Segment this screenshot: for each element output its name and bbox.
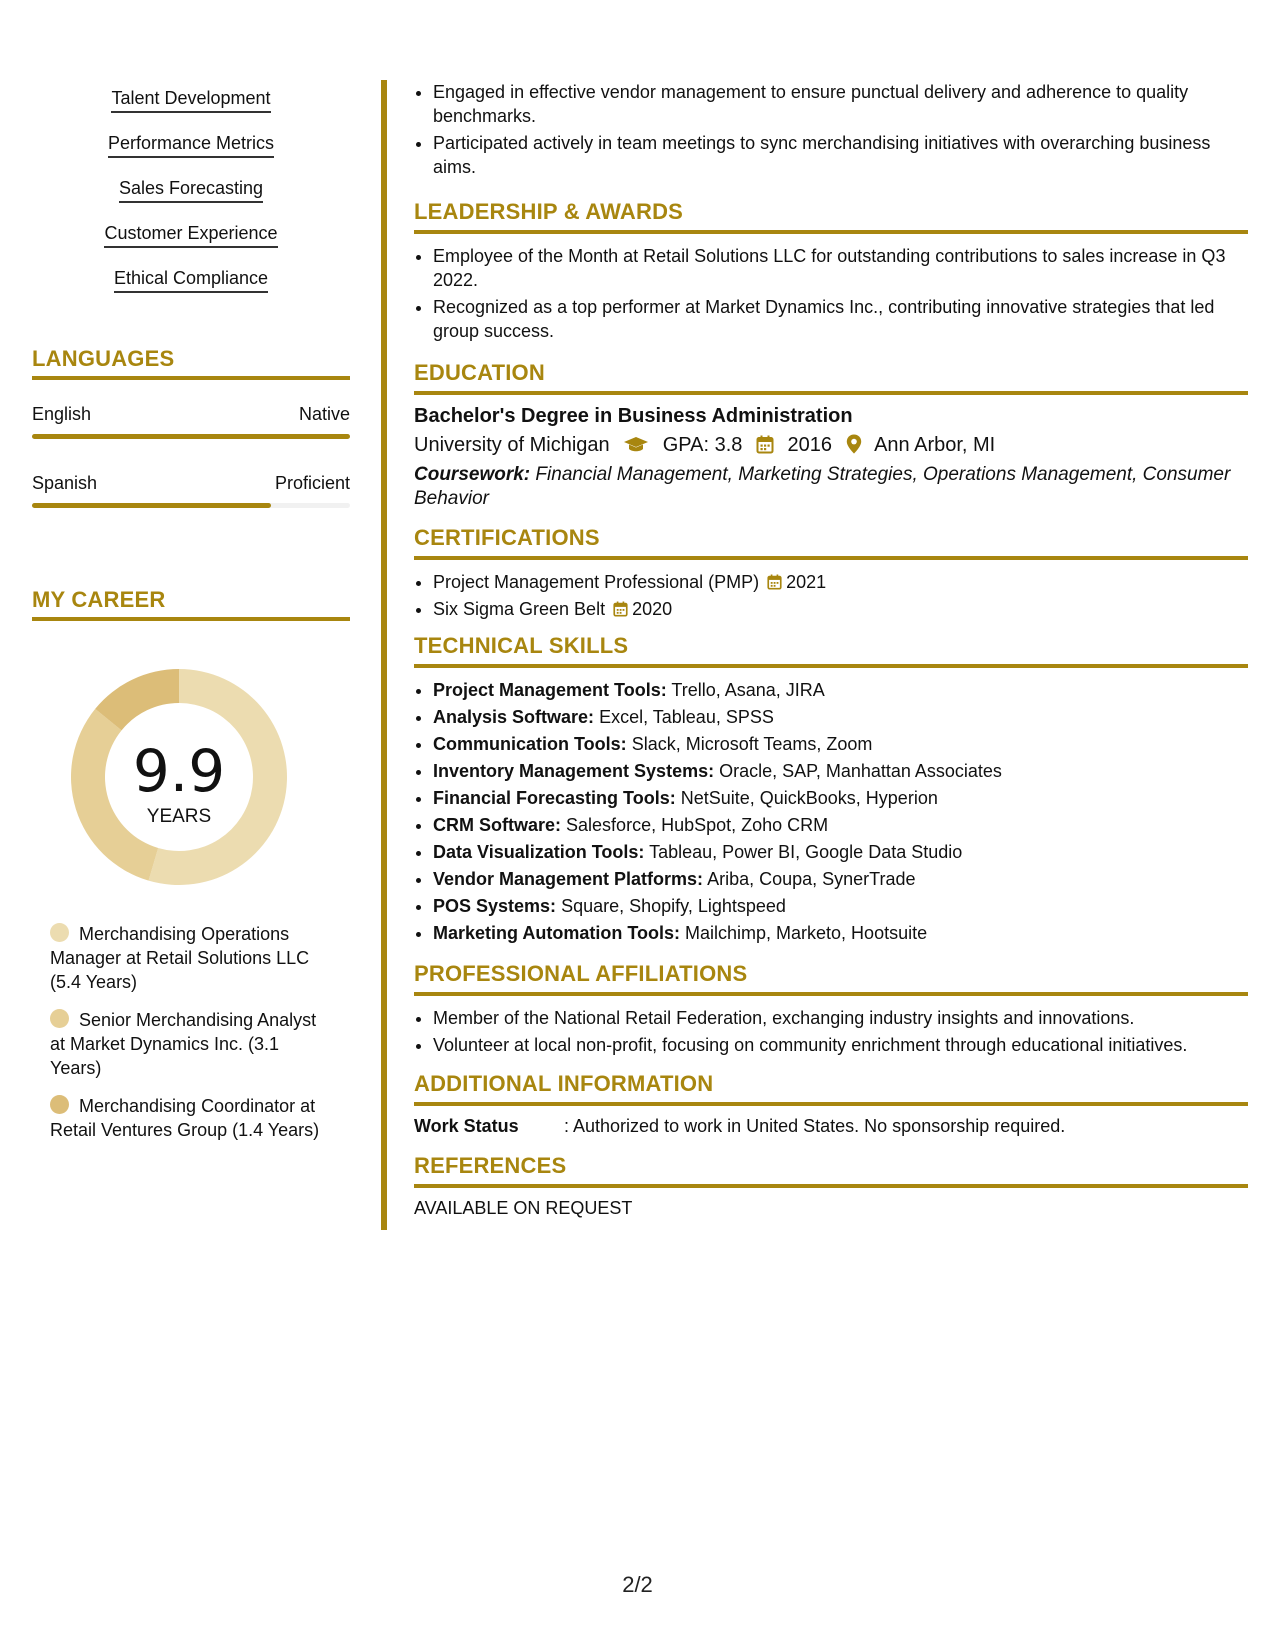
section-heading: EDUCATION	[414, 360, 1248, 395]
school-location: Ann Arbor, MI	[874, 434, 996, 456]
section-heading: CERTIFICATIONS	[414, 525, 1248, 560]
section-heading: REFERENCES	[414, 1153, 1248, 1188]
language-name: English	[32, 404, 92, 424]
language-level: Proficient	[274, 473, 350, 493]
language-bar-fill	[32, 434, 350, 439]
degree-title: Bachelor's Degree in Business Administration	[414, 405, 853, 427]
tech-skill-item	[433, 921, 1248, 945]
tech-skill-label: Communication Tools:	[433, 734, 627, 754]
certification-item	[433, 597, 1248, 621]
certification-year: 2020	[632, 599, 673, 619]
section-heading: PROFESSIONAL AFFILIATIONS	[414, 961, 1248, 996]
certification-year: 2021	[786, 572, 827, 592]
skill-tag: Ethical Compliance	[32, 268, 350, 293]
location-pin-icon	[846, 434, 862, 454]
tech-skill-item	[433, 840, 1248, 864]
experience-continued	[414, 80, 1248, 182]
additional-info-section	[414, 1071, 1248, 1137]
skill-tag: Sales Forecasting	[32, 178, 350, 203]
skill-tag: Talent Development	[32, 88, 350, 113]
tech-skill-value: Mailchimp, Marketo, Hootsuite	[685, 923, 928, 943]
leadership-section	[414, 199, 1248, 346]
tech-skill-value: Oracle, SAP, Manhattan Associates	[719, 761, 1002, 781]
tech-skill-label: Inventory Management Systems:	[433, 761, 715, 781]
career-legend-dot	[50, 1009, 69, 1028]
language-bar	[32, 434, 350, 439]
tech-skill-item	[433, 867, 1248, 891]
tech-skill-item	[433, 732, 1248, 756]
career-unit: YEARS	[146, 806, 212, 827]
tech-skill-label: POS Systems:	[433, 896, 557, 916]
tech-skill-label: Vendor Management Platforms:	[433, 869, 704, 889]
graduation-year: 2016	[787, 434, 833, 456]
calendar-icon	[613, 601, 628, 617]
career-legend-dot	[50, 1095, 69, 1114]
career-item	[50, 1008, 330, 1080]
career-legend-dot	[50, 923, 69, 942]
tech-skill-value: Square, Shopify, Lightspeed	[561, 896, 786, 916]
tech-skill-label: Marketing Automation Tools:	[433, 923, 680, 943]
tech-skill-value: NetSuite, QuickBooks, Hyperion	[680, 788, 938, 808]
affiliation-item: • Volunteer at local non-profit, focusing on community enrichment through educational initiatives.	[433, 1033, 1248, 1057]
references-text: AVAILABLE ON REQUEST	[414, 1198, 633, 1218]
graduation-cap-icon	[623, 436, 649, 454]
career-item-text: Senior Merchandising Analyst at Market Dynamics Inc. (3.1 Years)	[50, 1010, 317, 1078]
language-name: Spanish	[32, 473, 98, 493]
tech-skill-label: Analysis Software:	[433, 707, 595, 727]
section-heading: TECHNICAL SKILLS	[414, 633, 1248, 668]
work-status-row	[414, 1116, 1248, 1137]
coursework-list: Financial Management, Marketing Strategies, Operations Management, Consumer Behavior	[414, 464, 1231, 509]
tech-skill-value: Excel, Tableau, SPSS	[599, 707, 774, 727]
skill-tag: Performance Metrics	[32, 133, 350, 158]
experience-bullet: • Participated actively in team meetings to sync merchandising initiatives with overarching business aims.	[433, 131, 1248, 179]
career-item	[50, 1094, 330, 1142]
column-divider	[381, 80, 387, 1230]
section-heading: LEADERSHIP & AWARDS	[414, 199, 1248, 234]
career-item	[50, 922, 330, 994]
work-status-label: Work Status	[414, 1116, 519, 1136]
tech-skill-value: Trello, Asana, JIRA	[671, 680, 825, 700]
section-heading: ADDITIONAL INFORMATION	[414, 1071, 1248, 1106]
page-number: 2/2	[622, 1572, 653, 1597]
career-total: 9.9	[132, 737, 226, 805]
tech-skill-item	[433, 759, 1248, 783]
career-item-text: Merchandising Coordinator at Retail Ventures Group (1.4 Years)	[50, 1096, 320, 1140]
calendar-icon	[767, 574, 782, 590]
languages-heading: LANGUAGES	[32, 346, 350, 380]
tech-skill-label: Project Management Tools:	[433, 680, 667, 700]
education-section	[414, 360, 1248, 511]
gpa: GPA: 3.8	[662, 434, 743, 456]
tech-skill-label: CRM Software:	[433, 815, 562, 835]
career-heading: MY CAREER	[32, 587, 350, 621]
language-level: Native	[298, 404, 350, 424]
education-details	[414, 434, 1248, 457]
certification-item	[433, 570, 1248, 594]
work-status-value: : Authorized to work in United States. No sponsorship required.	[564, 1116, 1066, 1136]
certifications-section	[414, 525, 1248, 624]
tech-skill-label: Financial Forecasting Tools:	[433, 788, 676, 808]
tech-skill-value: Ariba, Coupa, SynerTrade	[707, 869, 916, 889]
tech-skill-item	[433, 786, 1248, 810]
award-item: • Employee of the Month at Retail Solutions LLC for outstanding contributions to sales increase in Q3 2022.	[433, 244, 1248, 292]
tech-skill-item	[433, 894, 1248, 918]
references-section	[414, 1153, 1248, 1219]
coursework	[414, 463, 1248, 511]
tech-skill-label: Data Visualization Tools:	[433, 842, 645, 862]
language-bar	[32, 503, 350, 508]
tech-skill-value: Salesforce, HubSpot, Zoho CRM	[566, 815, 829, 835]
tech-skill-item	[433, 705, 1248, 729]
award-item: • Recognized as a top performer at Market Dynamics Inc., contributing innovative strategies that led group success.	[433, 295, 1248, 343]
school-name: University of Michigan	[414, 434, 610, 456]
tech-skill-value: Slack, Microsoft Teams, Zoom	[631, 734, 873, 754]
tech-skill-value: Tableau, Power BI, Google Data Studio	[649, 842, 963, 862]
certification-name: Project Management Professional (PMP)	[433, 572, 760, 592]
certification-name: Six Sigma Green Belt	[433, 599, 606, 619]
affiliations-section	[414, 961, 1248, 1060]
calendar-icon	[756, 435, 774, 454]
language-bar-fill	[32, 503, 271, 508]
career-donut-chart	[66, 664, 292, 890]
coursework-label: Coursework:	[414, 464, 531, 485]
tech-skill-item	[433, 813, 1248, 837]
career-item-text: Merchandising Operations Manager at Retail Solutions LLC (5.4 Years)	[50, 924, 310, 992]
affiliation-item: • Member of the National Retail Federation, exchanging industry insights and innovations.	[433, 1006, 1248, 1030]
skill-tag: Customer Experience	[32, 223, 350, 248]
experience-bullet: • Engaged in effective vendor management to ensure punctual delivery and adherence to quality benchmarks.	[433, 80, 1248, 128]
tech-skill-item	[433, 678, 1248, 702]
technical-skills-section	[414, 633, 1248, 948]
